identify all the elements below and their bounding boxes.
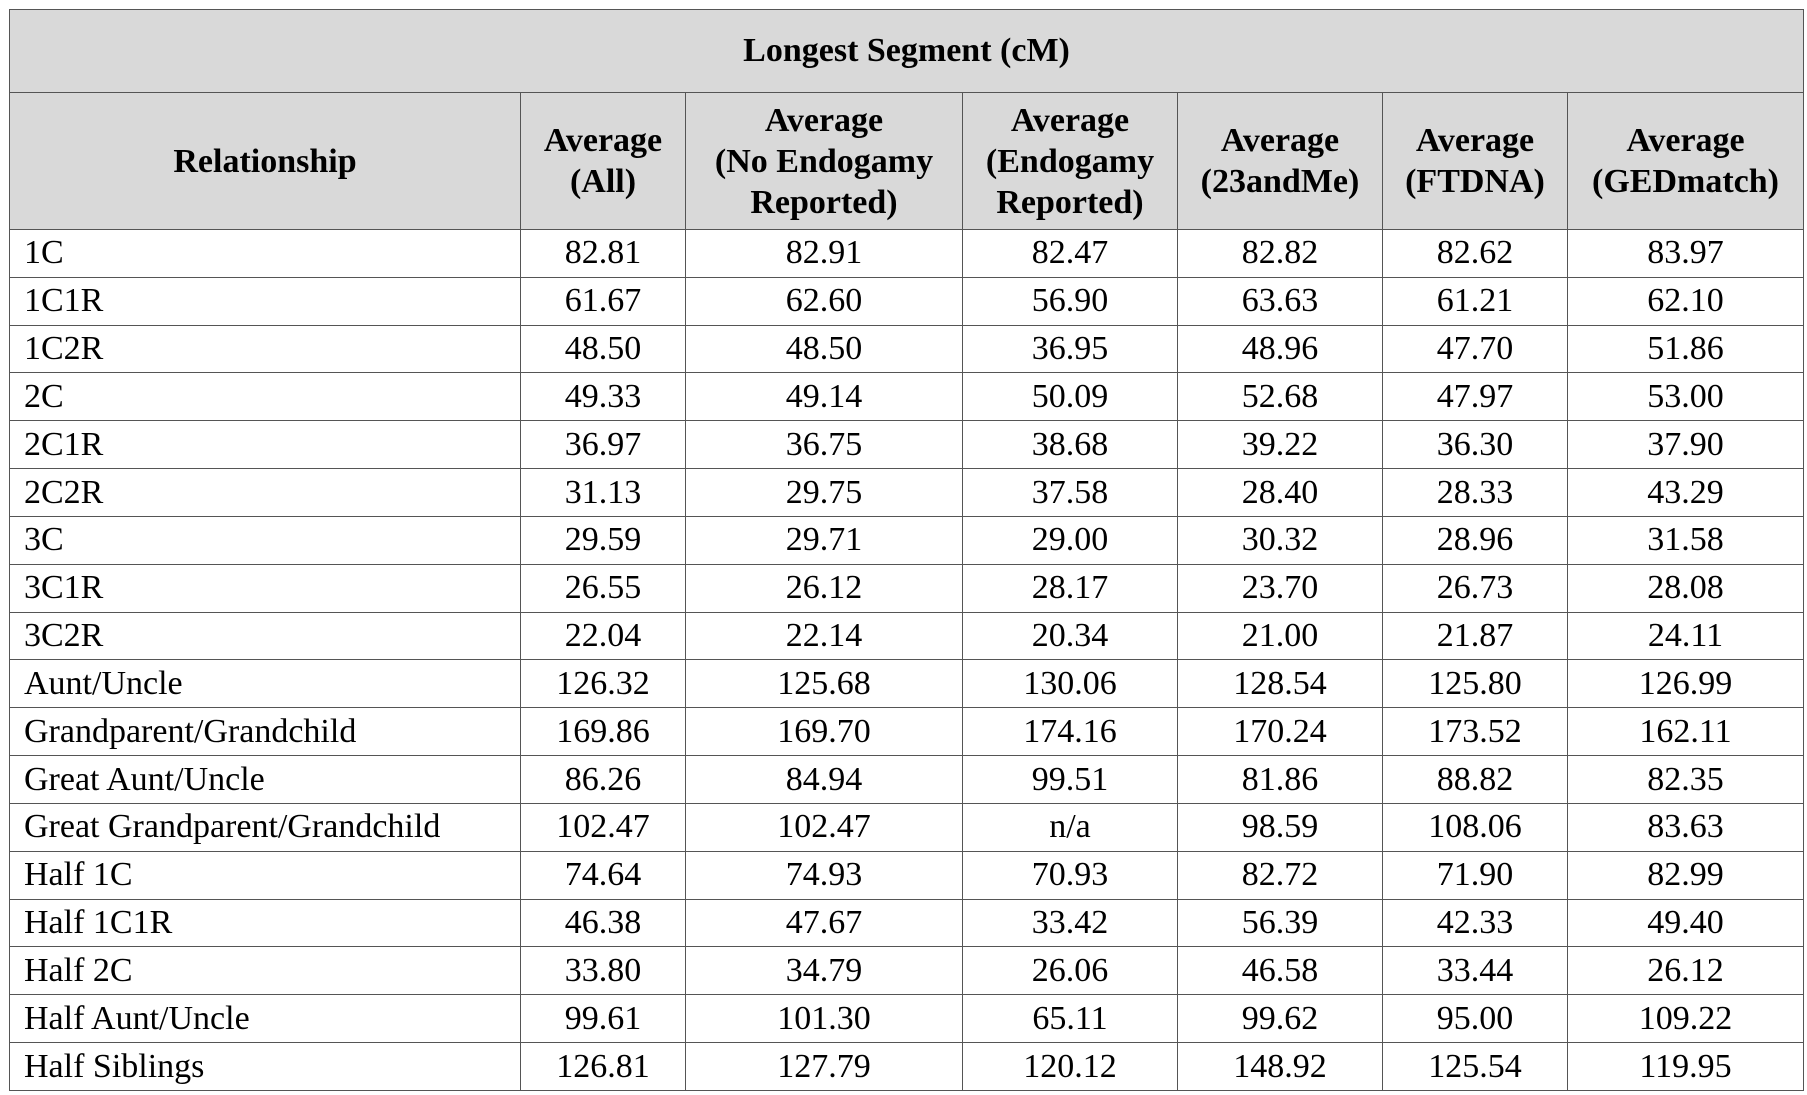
value-cell-average-ftdna: 108.06 [1383, 803, 1568, 851]
value-cell-average-endogamy: n/a [963, 803, 1178, 851]
value-cell-average-23andme: 39.22 [1178, 421, 1383, 469]
value-cell-average-no-endogamy: 22.14 [686, 612, 963, 660]
value-cell-average-no-endogamy: 26.12 [686, 564, 963, 612]
table-title: Longest Segment (cM) [10, 10, 1804, 93]
value-cell-average-ftdna: 42.33 [1383, 899, 1568, 947]
column-header-relationship [10, 93, 521, 230]
value-cell-average-ftdna: 95.00 [1383, 995, 1568, 1043]
value-cell-average-all: 126.32 [521, 660, 686, 708]
value-cell-average-endogamy: 50.09 [963, 373, 1178, 421]
value-cell-average-ftdna: 21.87 [1383, 612, 1568, 660]
value-cell-average-no-endogamy: 29.71 [686, 516, 963, 564]
value-cell-average-gedmatch: 24.11 [1568, 612, 1804, 660]
value-cell-average-gedmatch: 82.35 [1568, 756, 1804, 804]
value-cell-average-no-endogamy: 34.79 [686, 947, 963, 995]
column-header-average-23andme [1178, 93, 1383, 230]
value-cell-average-endogamy: 70.93 [963, 851, 1178, 899]
value-cell-average-endogamy: 99.51 [963, 756, 1178, 804]
relationship-cell: 3C1R [10, 564, 521, 612]
table-row [10, 803, 1804, 851]
value-cell-average-endogamy: 26.06 [963, 947, 1178, 995]
value-cell-average-23andme: 21.00 [1178, 612, 1383, 660]
value-cell-average-endogamy: 82.47 [963, 230, 1178, 278]
value-cell-average-ftdna: 33.44 [1383, 947, 1568, 995]
column-header-line: Average [1010, 101, 1130, 139]
relationship-cell: Great Grandparent/Grandchild [10, 803, 521, 851]
value-cell-average-no-endogamy: 49.14 [686, 373, 963, 421]
value-cell-average-ftdna: 125.80 [1383, 660, 1568, 708]
value-cell-average-no-endogamy: 48.50 [686, 325, 963, 373]
value-cell-average-endogamy: 65.11 [963, 995, 1178, 1043]
value-cell-average-gedmatch: 51.86 [1568, 325, 1804, 373]
table-row [10, 1043, 1804, 1091]
longest-segment-table [9, 9, 1804, 1091]
value-cell-average-ftdna: 28.33 [1383, 469, 1568, 517]
relationship-cell: Aunt/Uncle [10, 660, 521, 708]
value-cell-average-gedmatch: 83.63 [1568, 803, 1804, 851]
column-header-line: (Endogamy [985, 142, 1155, 180]
table-row [10, 660, 1804, 708]
table-row [10, 230, 1804, 278]
column-header-line: Average [764, 101, 884, 139]
table-row [10, 899, 1804, 947]
value-cell-average-gedmatch: 83.97 [1568, 230, 1804, 278]
column-header-line: Average [1626, 122, 1745, 159]
relationship-cell: 1C1R [10, 277, 521, 325]
value-cell-average-gedmatch: 28.08 [1568, 564, 1804, 612]
column-header-line: (GEDmatch) [1592, 163, 1779, 200]
table-body [10, 230, 1804, 1091]
column-header-average-endogamy [963, 93, 1178, 230]
value-cell-average-23andme: 81.86 [1178, 756, 1383, 804]
value-cell-average-all: 29.59 [521, 516, 686, 564]
relationship-cell: Half 1C [10, 851, 521, 899]
value-cell-average-23andme: 30.32 [1178, 516, 1383, 564]
value-cell-average-gedmatch: 43.29 [1568, 469, 1804, 517]
relationship-cell: 2C1R [10, 421, 521, 469]
table-row [10, 277, 1804, 325]
value-cell-average-endogamy: 36.95 [963, 325, 1178, 373]
value-cell-average-ftdna: 47.70 [1383, 325, 1568, 373]
value-cell-average-no-endogamy: 47.67 [686, 899, 963, 947]
value-cell-average-ftdna: 36.30 [1383, 421, 1568, 469]
value-cell-average-endogamy: 120.12 [963, 1043, 1178, 1091]
value-cell-average-no-endogamy: 29.75 [686, 469, 963, 517]
value-cell-average-gedmatch: 26.12 [1568, 947, 1804, 995]
table-row [10, 564, 1804, 612]
value-cell-average-gedmatch: 49.40 [1568, 899, 1804, 947]
value-cell-average-endogamy: 37.58 [963, 469, 1178, 517]
value-cell-average-all: 61.67 [521, 277, 686, 325]
value-cell-average-23andme: 28.40 [1178, 469, 1383, 517]
column-header-line: Average [1220, 122, 1340, 159]
relationship-cell: 3C [10, 516, 521, 564]
column-header-average-ftdna [1383, 93, 1568, 230]
column-header-line: Average [543, 122, 663, 159]
value-cell-average-23andme: 148.92 [1178, 1043, 1383, 1091]
relationship-cell: Half 1C1R [10, 899, 521, 947]
value-cell-average-endogamy: 33.42 [963, 899, 1178, 947]
value-cell-average-endogamy: 28.17 [963, 564, 1178, 612]
value-cell-average-23andme: 46.58 [1178, 947, 1383, 995]
value-cell-average-all: 48.50 [521, 325, 686, 373]
value-cell-average-ftdna: 26.73 [1383, 564, 1568, 612]
value-cell-average-ftdna: 173.52 [1383, 708, 1568, 756]
value-cell-average-all: 33.80 [521, 947, 686, 995]
value-cell-average-all: 126.81 [521, 1043, 686, 1091]
column-header-line: (No Endogamy [714, 142, 934, 180]
relationship-cell: Grandparent/Grandchild [10, 708, 521, 756]
table-title-row [10, 10, 1804, 93]
column-header-row [10, 93, 1804, 230]
value-cell-average-no-endogamy: 84.94 [686, 756, 963, 804]
value-cell-average-gedmatch: 162.11 [1568, 708, 1804, 756]
table-row [10, 612, 1804, 660]
table-row [10, 756, 1804, 804]
value-cell-average-23andme: 82.82 [1178, 230, 1383, 278]
value-cell-average-endogamy: 38.68 [963, 421, 1178, 469]
value-cell-average-gedmatch: 53.00 [1568, 373, 1804, 421]
table-row [10, 851, 1804, 899]
value-cell-average-gedmatch: 119.95 [1568, 1043, 1804, 1091]
value-cell-average-no-endogamy: 62.60 [686, 277, 963, 325]
relationship-cell: 1C2R [10, 325, 521, 373]
relationship-cell: 1C [10, 230, 521, 278]
column-header-line: Reported) [996, 183, 1144, 221]
column-header-average-all [521, 93, 686, 230]
column-header-line: (FTDNA) [1405, 163, 1545, 200]
value-cell-average-no-endogamy: 101.30 [686, 995, 963, 1043]
table-row [10, 325, 1804, 373]
value-cell-average-endogamy: 20.34 [963, 612, 1178, 660]
value-cell-average-all: 74.64 [521, 851, 686, 899]
value-cell-average-gedmatch: 82.99 [1568, 851, 1804, 899]
table-row [10, 995, 1804, 1043]
value-cell-average-no-endogamy: 82.91 [686, 230, 963, 278]
column-header-line: Relationship [173, 142, 357, 180]
column-header-line: (23andMe) [1200, 163, 1360, 200]
table-row [10, 947, 1804, 995]
value-cell-average-no-endogamy: 102.47 [686, 803, 963, 851]
value-cell-average-all: 46.38 [521, 899, 686, 947]
value-cell-average-23andme: 63.63 [1178, 277, 1383, 325]
column-header-line: Average [1415, 122, 1535, 159]
value-cell-average-gedmatch: 31.58 [1568, 516, 1804, 564]
value-cell-average-23andme: 23.70 [1178, 564, 1383, 612]
value-cell-average-endogamy: 56.90 [963, 277, 1178, 325]
value-cell-average-all: 82.81 [521, 230, 686, 278]
column-header-line: Reported) [750, 183, 898, 221]
value-cell-average-no-endogamy: 125.68 [686, 660, 963, 708]
value-cell-average-23andme: 56.39 [1178, 899, 1383, 947]
relationship-cell: Half 2C [10, 947, 521, 995]
value-cell-average-gedmatch: 126.99 [1568, 660, 1804, 708]
value-cell-average-no-endogamy: 169.70 [686, 708, 963, 756]
value-cell-average-all: 169.86 [521, 708, 686, 756]
value-cell-average-23andme: 52.68 [1178, 373, 1383, 421]
value-cell-average-ftdna: 71.90 [1383, 851, 1568, 899]
relationship-cell: Half Aunt/Uncle [10, 995, 521, 1043]
value-cell-average-ftdna: 28.96 [1383, 516, 1568, 564]
value-cell-average-ftdna: 47.97 [1383, 373, 1568, 421]
value-cell-average-gedmatch: 109.22 [1568, 995, 1804, 1043]
table-row [10, 469, 1804, 517]
value-cell-average-23andme: 48.96 [1178, 325, 1383, 373]
relationship-cell: 2C [10, 373, 521, 421]
value-cell-average-endogamy: 29.00 [963, 516, 1178, 564]
value-cell-average-all: 99.61 [521, 995, 686, 1043]
value-cell-average-ftdna: 88.82 [1383, 756, 1568, 804]
table-row [10, 516, 1804, 564]
relationship-cell: Half Siblings [10, 1043, 521, 1091]
value-cell-average-23andme: 82.72 [1178, 851, 1383, 899]
table-row [10, 708, 1804, 756]
relationship-cell: 2C2R [10, 469, 521, 517]
table-row [10, 373, 1804, 421]
value-cell-average-23andme: 99.62 [1178, 995, 1383, 1043]
value-cell-average-all: 31.13 [521, 469, 686, 517]
table-row [10, 421, 1804, 469]
value-cell-average-no-endogamy: 36.75 [686, 421, 963, 469]
value-cell-average-all: 86.26 [521, 756, 686, 804]
value-cell-average-no-endogamy: 127.79 [686, 1043, 963, 1091]
value-cell-average-all: 102.47 [521, 803, 686, 851]
value-cell-average-all: 26.55 [521, 564, 686, 612]
column-header-line: (All) [569, 163, 637, 200]
column-header-average-gedmatch [1568, 93, 1804, 230]
value-cell-average-all: 22.04 [521, 612, 686, 660]
relationship-cell: 3C2R [10, 612, 521, 660]
value-cell-average-endogamy: 174.16 [963, 708, 1178, 756]
value-cell-average-23andme: 98.59 [1178, 803, 1383, 851]
value-cell-average-gedmatch: 62.10 [1568, 277, 1804, 325]
value-cell-average-all: 49.33 [521, 373, 686, 421]
value-cell-average-23andme: 128.54 [1178, 660, 1383, 708]
value-cell-average-23andme: 170.24 [1178, 708, 1383, 756]
value-cell-average-all: 36.97 [521, 421, 686, 469]
value-cell-average-ftdna: 82.62 [1383, 230, 1568, 278]
relationship-cell: Great Aunt/Uncle [10, 756, 521, 804]
value-cell-average-ftdna: 125.54 [1383, 1043, 1568, 1091]
value-cell-average-gedmatch: 37.90 [1568, 421, 1804, 469]
column-header-average-no-endogamy [686, 93, 963, 230]
value-cell-average-endogamy: 130.06 [963, 660, 1178, 708]
value-cell-average-no-endogamy: 74.93 [686, 851, 963, 899]
value-cell-average-ftdna: 61.21 [1383, 277, 1568, 325]
